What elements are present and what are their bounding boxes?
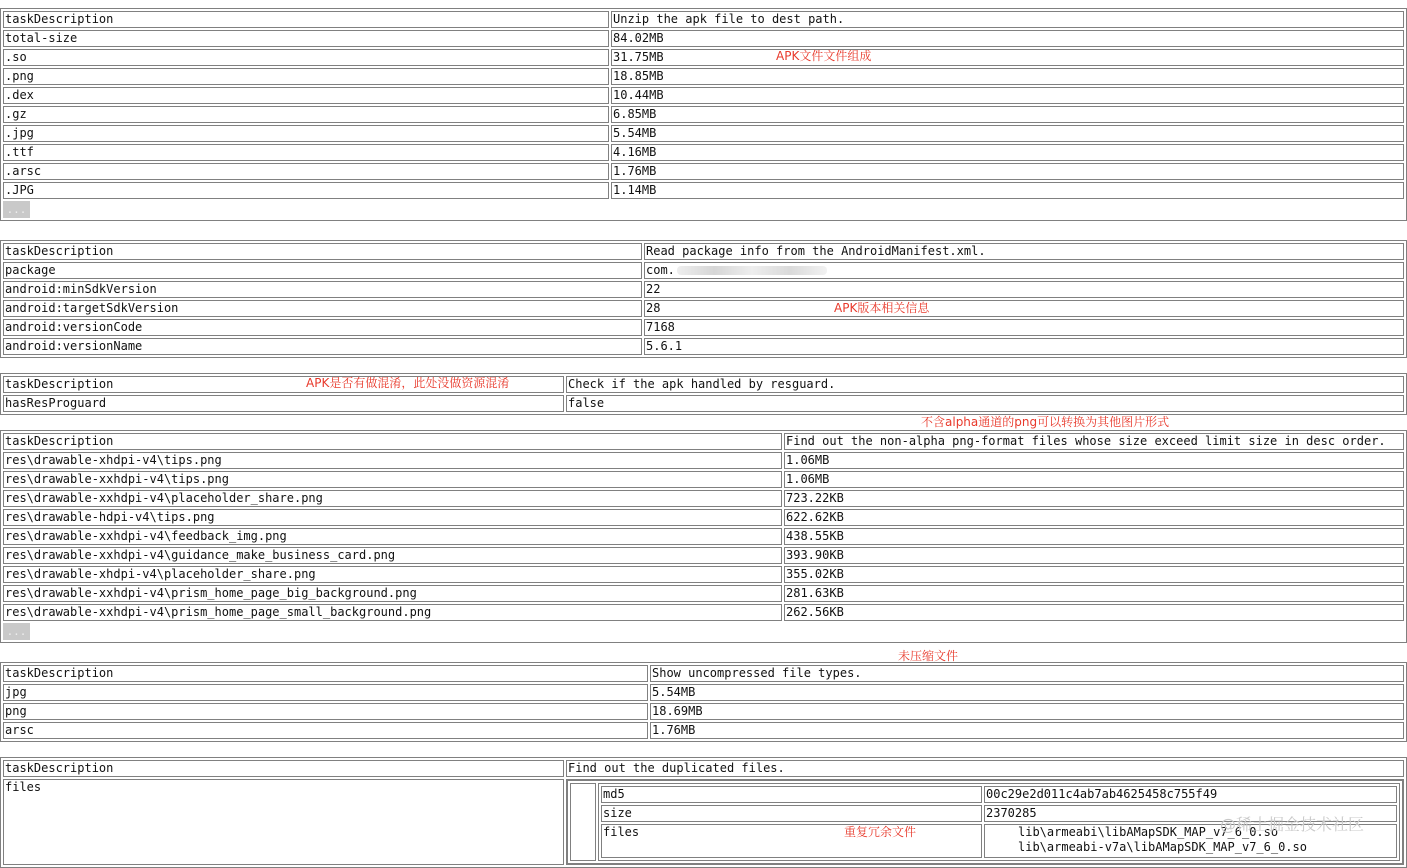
row-value-cell: 1.76MB [611, 163, 1404, 180]
row-value-cell: 31.75MB [611, 49, 1404, 66]
duplicate-table [0, 757, 1407, 868]
table-row [3, 395, 1404, 412]
note-version-info: APK版本相关信息 [834, 301, 930, 315]
table-row [3, 623, 1404, 640]
table-row [3, 722, 1404, 739]
row-key-cell: .dex [3, 87, 609, 104]
row-key-cell: res\drawable-xxhdpi-v4\guidance_make_business_card.png [3, 547, 782, 564]
watermark: @稀土掘金技术社区 [1220, 815, 1365, 834]
row-value-cell: 393.90KB [784, 547, 1404, 564]
row-key-cell: res\drawable-xxhdpi-v4\prism_home_page_small_background.png [3, 604, 782, 621]
row-value-cell: 7168 [644, 319, 1404, 336]
group-index-cell [570, 783, 596, 861]
note-resguard: APK是否有做混淆，此处没做资源混淆 [306, 376, 510, 390]
row-value-cell: 18.69MB [650, 703, 1404, 720]
size-value-cell: 2370285 [984, 805, 1397, 822]
row-key-cell: png [3, 703, 648, 720]
task-value-cell: Show uncompressed file types. [650, 665, 1404, 682]
table-row [3, 490, 1404, 507]
md5-key-cell: md5 [601, 786, 982, 803]
png-table [0, 430, 1407, 643]
task-key-cell: taskDescription [3, 433, 782, 450]
resguard-table [0, 373, 1407, 415]
table-row [3, 49, 1404, 66]
row-key-cell: .JPG [3, 182, 609, 199]
row-key-cell: .arsc [3, 163, 609, 180]
table-row [3, 703, 1404, 720]
task-key-cell: taskDescription [3, 11, 609, 28]
table-row [3, 547, 1404, 564]
row-key-cell: res\drawable-xhdpi-v4\placeholder_share.png [3, 566, 782, 583]
table-row [3, 30, 1404, 47]
note-non-alpha-png: 不含alpha通道的png可以转换为其他图片形式 [921, 415, 1170, 429]
row-key-cell: .so [3, 49, 609, 66]
row-value-cell: 28 [644, 300, 1404, 317]
table-row [3, 509, 1404, 526]
row-key-cell: .png [3, 68, 609, 85]
uncompressed-table-body [3, 665, 1404, 739]
table-row [3, 684, 1404, 701]
file-list-item: lib\armeabi\libAMapSDK_MAP_v7_6_0.so [1018, 825, 1279, 839]
note-apk-composition: APK文件文件组成 [776, 49, 872, 63]
row-value-cell: 281.63KB [784, 585, 1404, 602]
table-row [3, 144, 1404, 161]
png-table-body [3, 433, 1404, 640]
table-row [3, 338, 1404, 355]
more-rows-ellipsis: ... [3, 623, 30, 640]
table-row [601, 786, 1397, 803]
table-row [3, 300, 1404, 317]
row-key-cell: res\drawable-xxhdpi-v4\placeholder_share.png [3, 490, 782, 507]
task-key-cell: taskDescription [3, 665, 648, 682]
row-value-cell: 355.02KB [784, 566, 1404, 583]
table-row [3, 760, 1404, 777]
table-row [3, 779, 1404, 865]
row-key-cell: android:versionName [3, 338, 642, 355]
files-key-cell: files [3, 779, 564, 865]
row-key-cell: .gz [3, 106, 609, 123]
task-value-cell: Unzip the apk file to dest path. [611, 11, 1404, 28]
row-key-cell: res\drawable-hdpi-v4\tips.png [3, 509, 782, 526]
table-row [3, 182, 1404, 199]
row-value-cell: false [566, 395, 1404, 412]
ellipsis-cell [3, 201, 1404, 218]
table-row [3, 433, 1404, 450]
manifest-table [0, 240, 1407, 358]
table-row [3, 452, 1404, 469]
table-row [3, 665, 1404, 682]
uncompressed-table [0, 662, 1407, 742]
md5-value-cell: 00c29e2d011c4ab7ab4625458c755f49 [984, 786, 1397, 803]
table-row [3, 376, 1404, 393]
table-row [3, 585, 1404, 602]
task-value-cell: Find out the duplicated files. [566, 760, 1404, 777]
task-value-cell: Check if the apk handled by resguard. [566, 376, 1404, 393]
table-row [3, 243, 1404, 260]
table-row [3, 281, 1404, 298]
row-key-cell: res\drawable-xxhdpi-v4\tips.png [3, 471, 782, 488]
task-value-cell: Find out the non-alpha png-format files whose size exceed limit size in desc order. [784, 433, 1404, 450]
row-value-cell [644, 262, 1404, 279]
row-key-cell: res\drawable-xxhdpi-v4\prism_home_page_big_background.png [3, 585, 782, 602]
table-row [3, 528, 1404, 545]
task-key-cell: taskDescription [3, 243, 642, 260]
row-value-cell: 22 [644, 281, 1404, 298]
row-key-cell: .jpg [3, 125, 609, 142]
row-key-cell: .ttf [3, 144, 609, 161]
task-key-cell: taskDescription [3, 760, 564, 777]
row-value-cell: 1.06MB [784, 471, 1404, 488]
row-key-cell: package [3, 262, 642, 279]
table-row [3, 471, 1404, 488]
row-key-cell: res\drawable-xhdpi-v4\tips.png [3, 452, 782, 469]
row-value-cell: 6.85MB [611, 106, 1404, 123]
row-value-cell: 4.16MB [611, 144, 1404, 161]
table-row [3, 262, 1404, 279]
row-value-cell: 1.06MB [784, 452, 1404, 469]
row-value-cell: 1.14MB [611, 182, 1404, 199]
row-key-cell: total-size [3, 30, 609, 47]
row-value-cell: 438.55KB [784, 528, 1404, 545]
file-list-item: lib\armeabi-v7a\libAMapSDK_MAP_v7_6_0.so [1018, 840, 1307, 854]
task-value-cell: Read package info from the AndroidManifest.xml. [644, 243, 1404, 260]
row-key-cell: hasResProguard [3, 395, 564, 412]
row-value-cell: 18.85MB [611, 68, 1404, 85]
unzip-table-body [3, 11, 1404, 218]
row-value-cell: 262.56KB [784, 604, 1404, 621]
redacted-blur [677, 266, 827, 275]
table-row [3, 201, 1404, 218]
row-key-cell: jpg [3, 684, 648, 701]
duplicate-table-body [3, 760, 1404, 865]
row-value-cell: 5.54MB [611, 125, 1404, 142]
row-value-cell: 723.22KB [784, 490, 1404, 507]
row-value-cell: 1.76MB [650, 722, 1404, 739]
inner-files-key-cell: files [601, 824, 982, 858]
row-value-cell: 5.54MB [650, 684, 1404, 701]
row-key-cell: android:versionCode [3, 319, 642, 336]
unzip-table [0, 8, 1407, 221]
task-key-cell: taskDescription [3, 376, 564, 393]
table-row [3, 163, 1404, 180]
row-key-cell: arsc [3, 722, 648, 739]
more-rows-ellipsis: ... [3, 201, 30, 218]
note-uncompressed: 未压缩文件 [898, 649, 959, 663]
row-key-cell: android:minSdkVersion [3, 281, 642, 298]
row-value-cell: 5.6.1 [644, 338, 1404, 355]
table-row [3, 566, 1404, 583]
table-row [3, 68, 1404, 85]
table-row [3, 319, 1404, 336]
ellipsis-cell [3, 623, 1404, 640]
resguard-table-body [3, 376, 1404, 412]
package-name-text: com. [646, 263, 675, 277]
row-value-cell: 622.62KB [784, 509, 1404, 526]
row-value-cell: 10.44MB [611, 87, 1404, 104]
table-row [3, 106, 1404, 123]
table-row [3, 87, 1404, 104]
table-row [3, 125, 1404, 142]
manifest-table-body [3, 243, 1404, 355]
row-key-cell: res\drawable-xxhdpi-v4\feedback_img.png [3, 528, 782, 545]
row-key-cell: android:targetSdkVersion [3, 300, 642, 317]
note-duplicate: 重复冗余文件 [844, 825, 917, 839]
size-key-cell: size [601, 805, 982, 822]
table-row [3, 11, 1404, 28]
table-row [3, 604, 1404, 621]
row-value-cell: 84.02MB [611, 30, 1404, 47]
